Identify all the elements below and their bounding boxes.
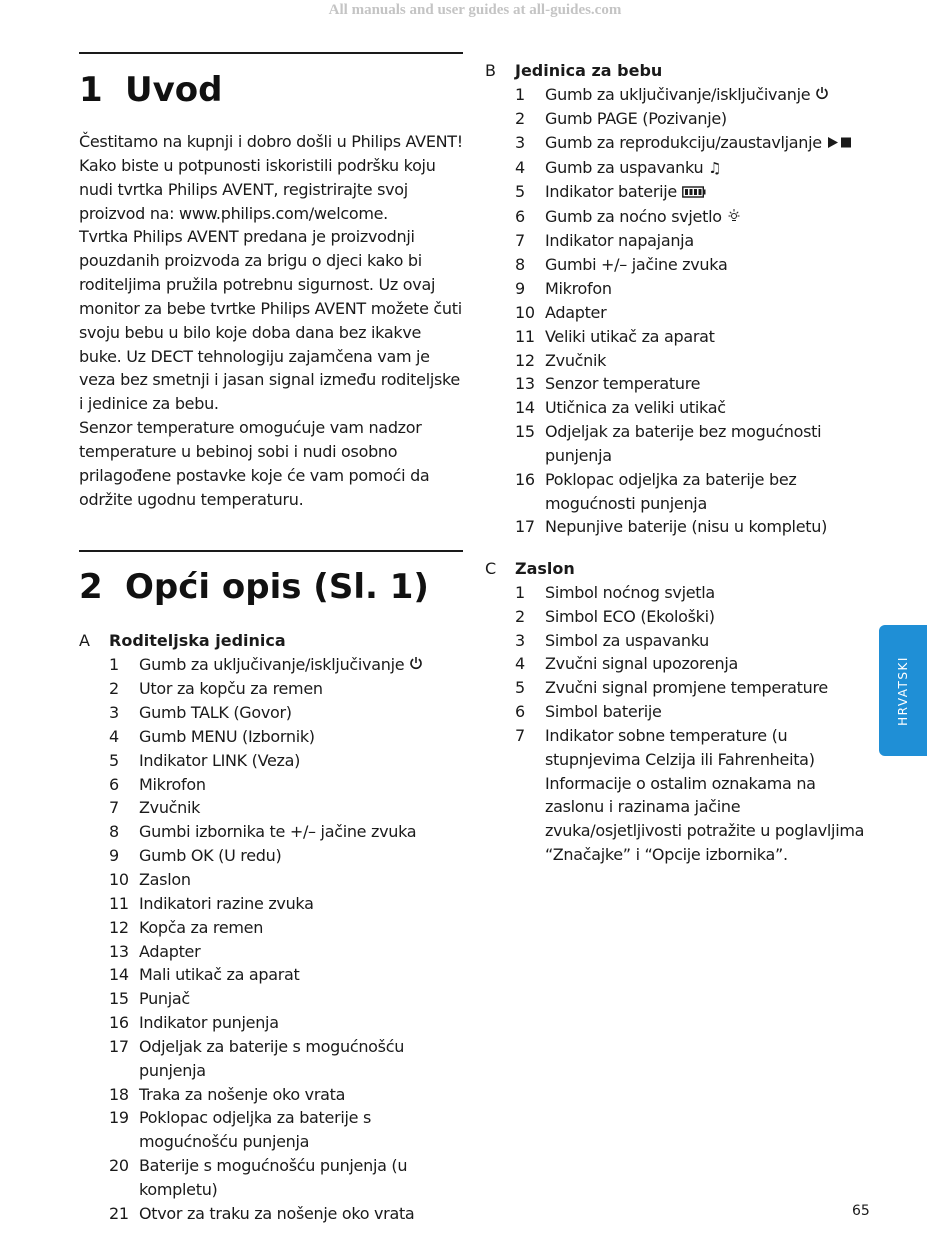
list-item [515,83,875,107]
item-number: 5 [515,182,525,202]
section-c-header [485,557,875,581]
list-item [109,987,469,1011]
item-number: 7 [515,231,525,251]
night-light-icon [727,205,741,229]
section-c-letter: C [485,559,497,578]
item-text: Indikator baterije [545,182,677,202]
list-item [515,156,875,181]
section-b-header [485,59,875,83]
item-number: 18 [109,1084,129,1104]
section-b-list [515,83,875,539]
language-tab[interactable] [879,625,927,756]
item-text: Gumbi +/– jačine zvuka [545,255,728,275]
power-icon [815,83,829,107]
list-item [109,963,469,987]
item-number: 7 [515,725,525,745]
item-number: 5 [109,750,119,770]
item-text: Gumb za uspavanku [545,157,704,177]
list-item [109,1083,469,1107]
item-number: 21 [109,1203,129,1223]
list-item [109,701,469,725]
item-number: 12 [515,350,535,370]
section-b-letter: B [485,61,496,80]
item-text: Traka za nošenje oko vrata [139,1084,346,1104]
item-text: Gumb za uključivanje/isključivanje [139,654,405,674]
list-item [515,131,875,155]
item-text: Utičnica za veliki utikač [545,398,726,418]
item-number: 6 [515,206,525,226]
language-tab-label: HRVATSKI [896,655,910,726]
item-text: Adapter [139,941,201,961]
list-item [109,796,469,820]
item-text: Zvučni signal upozorenja [545,654,738,674]
item-number: 17 [109,1036,129,1056]
item-text: Poklopac odjeljka za baterije s mogućnošću punjenja [139,1108,372,1152]
list-item [109,844,469,868]
list-item [515,372,875,396]
item-text: Simbol noćnog svjetla [545,582,715,602]
item-number: 1 [109,654,119,674]
list-item [515,605,875,629]
list-item [515,700,875,724]
section2-number: 2 [79,567,103,607]
item-text: Poklopac odjeljka za baterije bez mogućnosti punjenja [545,469,797,513]
item-number: 6 [109,774,119,794]
item-number: 10 [515,302,535,322]
list-item [109,868,469,892]
list-item [515,581,875,605]
item-number: 5 [515,678,525,698]
item-number: 20 [109,1156,129,1176]
item-number: 16 [515,469,535,489]
item-number: 8 [109,822,119,842]
item-number: 4 [515,654,525,674]
list-item [109,725,469,749]
list-item [109,1202,469,1226]
list-item [515,396,875,420]
item-text: Simbol baterije [545,702,662,722]
item-number: 13 [109,941,129,961]
item-text: Zvučnik [545,350,607,370]
item-text: Odjeljak za baterije bez mogućnosti punjenja [545,422,822,465]
item-text: Otvor za traku za nošenje oko vrata [139,1203,415,1223]
item-text: Punjač [139,989,190,1009]
item-number: 12 [109,917,129,937]
item-number: 13 [515,374,535,394]
item-text: Nepunjive baterije (nisu u kompletu) [545,517,828,537]
item-number: 15 [515,422,535,442]
item-text: Zaslon [139,870,191,890]
item-text: Zvučnik [139,798,201,818]
paragraph: Čestitamo na kupnji i dobro došli u Philips AVENT! Kako biste u potpunosti iskoristili podršku koju nudi tvrtka Philips AVENT, registrirajte svoj proizvod na: www.philips.com/welcome. [79,132,463,223]
item-text: Indikator LINK (Veza) [139,750,301,770]
section2-rule [79,550,463,552]
item-number: 9 [515,278,525,298]
item-text: Baterije s mogućnošću punjenja (u kompletu) [139,1156,408,1199]
list-item [109,677,469,701]
list-item [515,420,875,468]
item-text: Simbol za uspavanku [545,630,710,650]
item-text: Adapter [545,302,607,322]
section-c-list [515,581,875,867]
section1-heading [79,70,222,110]
item-number: 1 [515,84,525,104]
item-number: 19 [109,1108,129,1128]
watermark: All manuals and user guides at all-guides.com [328,2,622,18]
item-text: Gumb za uključivanje/isključivanje [545,84,811,104]
section2-heading [79,567,429,607]
section-b-title: Jedinica za bebu [515,61,663,80]
list-item [109,1035,469,1083]
list-item [109,749,469,773]
section1-number: 1 [79,70,103,110]
item-number: 8 [515,255,525,275]
item-text: Gumb za noćno svjetlo [545,206,722,226]
section-a-title: Roditeljska jedinica [109,631,286,650]
list-item [515,724,875,867]
item-text: Veliki utikač za aparat [545,326,715,346]
item-number: 10 [109,870,129,890]
list-item [515,468,875,516]
section1-body [79,130,465,512]
item-number: 3 [515,630,525,650]
section-a [79,629,469,1226]
item-number: 4 [515,157,525,177]
page-number: 65 [852,1203,870,1219]
item-text: Odjeljak za baterije s mogućnošću punjenja [139,1036,405,1080]
list-item [109,653,469,677]
list-item [515,301,875,325]
power-icon [409,653,423,677]
list-item [515,205,875,229]
item-number: 6 [515,702,525,722]
section1-rule [79,52,463,54]
item-number: 4 [109,726,119,746]
list-item [515,629,875,653]
item-number: 14 [515,398,535,418]
item-text: Zvučni signal promjene temperature [545,678,828,698]
section-b [485,59,875,539]
item-number: 2 [109,679,119,699]
item-text: Gumbi izbornika te +/– jačine zvuka [139,822,417,842]
list-item [109,916,469,940]
item-text: Mikrofon [545,278,612,298]
item-text: Indikatori razine zvuka [139,893,314,913]
list-item [515,277,875,301]
list-item [109,1106,469,1154]
list-item [515,229,875,253]
list-item [515,676,875,700]
battery-icon [682,181,706,205]
item-text: Indikator punjenja [139,1013,279,1033]
item-number: 7 [109,798,119,818]
item-number: 16 [109,1013,129,1033]
item-number: 11 [109,893,129,913]
item-text: Gumb MENU (Izbornik) [139,726,315,746]
item-number: 17 [515,517,535,537]
list-item [109,1011,469,1035]
item-text: Mali utikač za aparat [139,965,300,985]
item-number: 9 [109,846,119,866]
item-text: Simbol ECO (Ekološki) [545,606,715,626]
section1-title: Uvod [125,70,223,110]
item-number: 1 [515,582,525,602]
item-number: 2 [515,606,525,626]
item-text: Gumb PAGE (Pozivanje) [545,109,727,129]
section-a-letter: A [79,631,90,650]
section-a-list [109,653,469,1226]
item-text: Mikrofon [139,774,206,794]
item-text: Utor za kopču za remen [139,679,323,699]
play-stop-icon [827,132,854,156]
item-text: Gumb OK (U redu) [139,846,282,866]
music-note-icon: ♫ [708,158,722,177]
item-text: Senzor temperature [545,374,701,394]
list-item [515,253,875,277]
list-item [515,107,875,131]
item-number: 2 [515,109,525,129]
item-number: 3 [515,133,525,153]
paragraph: Tvrtka Philips AVENT predana je proizvodnji pouzdanih proizvoda za brigu o djeci kako bi roditeljima pružila potrebnu sigurnost. Uz ovaj monitor za bebe tvrtke Philips AVENT možete čuti svoju bebu u bilo koje doba dana bez ikakve buke. Uz DECT tehnologiju zajamčena vam je veza bez smetnji i jasan signal između roditeljske i jedinice za bebu. [79,227,462,414]
list-item [515,515,875,539]
list-item [515,325,875,349]
section-c [485,557,875,867]
section-c-title: Zaslon [515,559,575,578]
list-item [515,652,875,676]
item-text: Gumb za reprodukciju/zaustavljanje [545,133,822,153]
section-a-header [79,629,469,653]
list-item [109,773,469,797]
item-text: Kopča za remen [139,917,264,937]
list-item [109,892,469,916]
paragraph: Senzor temperature omogućuje vam nadzor temperature u bebinoj sobi i nudi osobno prilagođene postavke koje će vam pomoći da održite ugodnu temperaturu. [79,418,430,509]
list-item [515,180,875,204]
item-number: 15 [109,989,129,1009]
item-text: Indikator napajanja [545,231,694,251]
item-number: 3 [109,703,119,723]
item-number: 14 [109,965,129,985]
item-number: 11 [515,326,535,346]
list-item [515,349,875,373]
list-item [109,940,469,964]
item-text: Indikator sobne temperature (u stupnjevima Celzija ili Fahrenheita) Informacije o ostalim oznakama na zaslonu i razinama jačine zvuka/osjetljivosti potražite u poglavljima “Značajke” i “Opcije izbornika”. [545,725,865,865]
item-text: Gumb TALK (Govor) [139,703,292,723]
section2-title: Opći opis (Sl. 1) [125,567,429,607]
list-item [109,1154,469,1202]
list-item [109,820,469,844]
